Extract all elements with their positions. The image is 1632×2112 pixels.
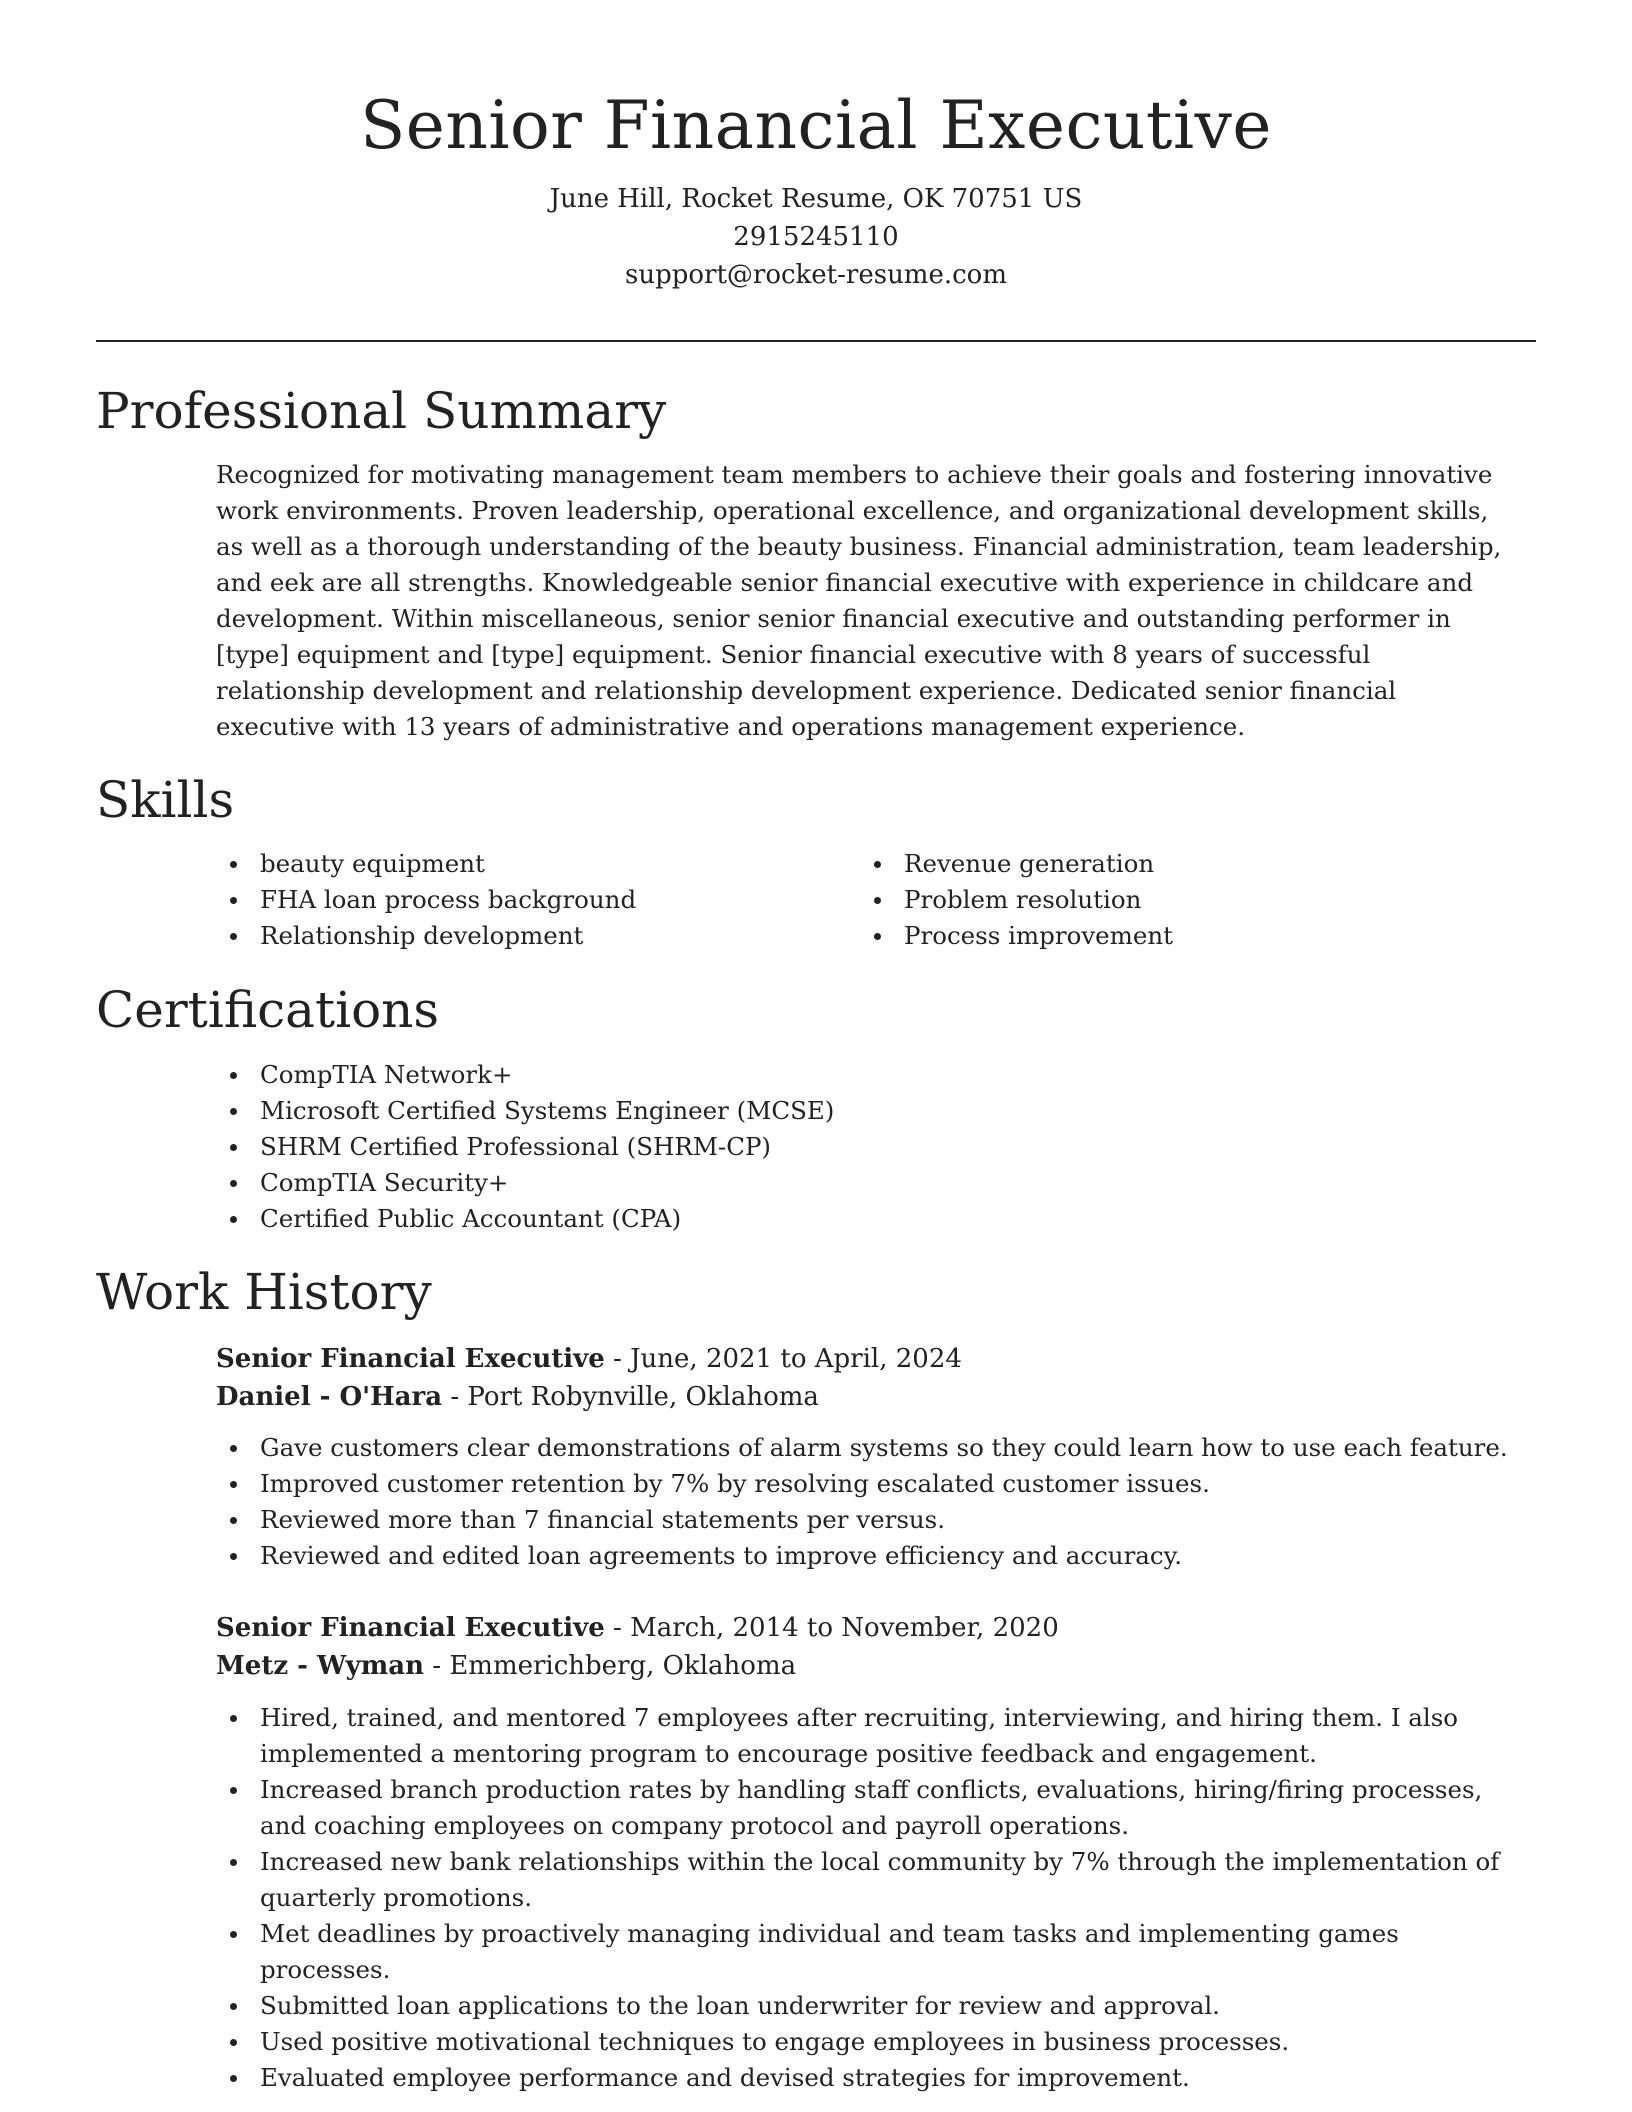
list-item: Improved customer retention by 7% by resolving escalated customer issues. [216,1466,1526,1502]
list-item: CompTIA Network+ [216,1057,1526,1093]
job-bullets [216,1430,1526,1574]
job-title-line [216,1340,1516,1378]
list-item: Relationship development [216,918,816,954]
section-title-skills: Skills [96,771,235,829]
list-item: beauty equipment [216,846,816,882]
skills-list-left [216,846,816,954]
header-divider [96,340,1536,342]
list-item: Hired, trained, and mentored 7 employees after recruiting, interviewing, and hiring them. I also implemented a mentoring program to encourage positive feedback and engagement. [216,1700,1526,1772]
job-company: Metz - Wyman [216,1651,424,1681]
job-company-line [216,1378,1516,1416]
summary-text: Recognized for motivating management team members to achieve their goals and fostering innovative work environments. Proven leadership, operational excellence, and organizational development skills, as well as a thorough understanding of the beauty business. Financial administration, team leadership, and eek are all strengths. Knowledgeable senior financial executive with experience in childcare and development. Within miscellaneous, senior senior financial executive and outstanding performer in [type] equipment and [type] equipment. Senior financial executive with 8 years of successful relationship development and relationship development experience. Dedicated senior financial executive with 13 years of administrative and operations management experience. [216,460,1502,741]
contact-info [0,180,1632,294]
contact-phone: 2915245110 [733,222,899,252]
list-item: Used positive motivational techniques to engage employees in business processes. [216,2024,1526,2060]
job-dates: - March, 2014 to November, 2020 [604,1613,1059,1643]
resume-header [0,0,1632,294]
list-item: Reviewed more than 7 financial statements per versus. [216,1502,1526,1538]
section-title-summary: Professional Summary [96,382,667,440]
section-title-work-history: Work History [96,1263,432,1321]
job-company: Daniel - O'Hara [216,1382,443,1412]
job-title: Senior Financial Executive [216,1344,605,1374]
list-item: Problem resolution [860,882,1460,918]
skills-column-right [860,846,1460,954]
list-item: Certified Public Accountant (CPA) [216,1201,1526,1237]
skills-column-left [216,846,816,954]
contact-address: June Hill, Rocket Resume, OK 70751 US [549,184,1083,214]
job-header [216,1609,1516,1685]
job-bullets [216,1700,1526,2096]
contact-email: support@rocket-resume.com [624,260,1007,290]
list-item: Increased branch production rates by handling staff conflicts, evaluations, hiring/firing processes, and coaching employees on company protocol and payroll operations. [216,1772,1526,1844]
job-location: - Emmerichberg, Oklahoma [424,1651,797,1681]
list-item: Revenue generation [860,846,1460,882]
list-item: Reviewed and edited loan agreements to improve efficiency and accuracy. [216,1538,1526,1574]
list-item: Evaluated employee performance and devised strategies for improvement. [216,2060,1526,2096]
job-company-line [216,1647,1516,1685]
job-location: - Port Robynville, Oklahoma [442,1382,819,1412]
list-item: Met deadlines by proactively managing individual and team tasks and implementing games processes. [216,1916,1526,1988]
list-item: FHA loan process background [216,882,816,918]
list-item: Microsoft Certified Systems Engineer (MCSE) [216,1093,1526,1129]
certifications-list [216,1057,1526,1237]
list-item: Process improvement [860,918,1460,954]
list-item: CompTIA Security+ [216,1165,1526,1201]
certifications-block [216,1057,1526,1237]
job-title-line [216,1609,1516,1647]
job-bullet-list [216,1430,1526,1574]
job-dates: - June, 2021 to April, 2024 [604,1344,962,1374]
list-item: SHRM Certified Professional (SHRM-CP) [216,1129,1526,1165]
job-bullet-list [216,1700,1526,2096]
list-item: Submitted loan applications to the loan underwriter for review and approval. [216,1988,1526,2024]
job-title: Senior Financial Executive [216,1613,605,1643]
resume-name: Senior Financial Executive [360,87,1272,164]
section-title-certifications: Certifications [96,981,440,1039]
job-header [216,1340,1516,1416]
skills-list-right [860,846,1460,954]
list-item: Gave customers clear demonstrations of alarm systems so they could learn how to use each feature. [216,1430,1526,1466]
list-item: Increased new bank relationships within the local community by 7% through the implementation of quarterly promotions. [216,1844,1526,1916]
